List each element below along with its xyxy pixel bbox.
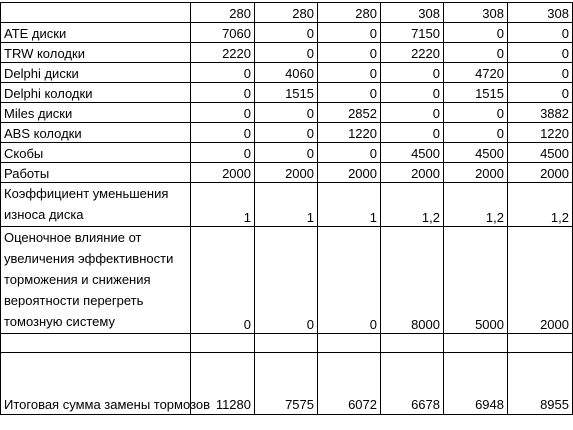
value-cell[interactable]: 0: [318, 83, 381, 103]
header-cell[interactable]: 308: [444, 3, 508, 23]
value-cell[interactable]: 0: [318, 43, 381, 63]
value-cell[interactable]: 0: [381, 63, 444, 83]
table-row: [1, 63, 573, 83]
value-cell[interactable]: 4060: [255, 63, 318, 83]
impact-cell[interactable]: 2000: [508, 227, 573, 334]
total-cell[interactable]: 11280: [191, 353, 255, 415]
impact-cell[interactable]: 0: [191, 227, 255, 334]
table-row: [1, 83, 573, 103]
value-cell[interactable]: 1220: [318, 123, 381, 143]
header-label-cell[interactable]: [1, 3, 191, 23]
value-cell[interactable]: 0: [191, 63, 255, 83]
value-cell[interactable]: 0: [255, 23, 318, 43]
table-row: [1, 43, 573, 63]
value-cell[interactable]: 0: [255, 143, 318, 163]
value-cell[interactable]: 2000: [381, 163, 444, 183]
value-cell[interactable]: 2000: [444, 163, 508, 183]
impact-cell[interactable]: 0: [255, 227, 318, 334]
row-label-cell[interactable]: Delphi колодки: [1, 83, 191, 103]
row-label-cell[interactable]: ATE диски: [1, 23, 191, 43]
total-label-text: Итоговая сумма замены тормозов: [4, 397, 211, 412]
coefficient-cell[interactable]: 1: [191, 183, 255, 227]
header-row: [1, 3, 573, 23]
value-cell[interactable]: 2220: [191, 43, 255, 63]
value-cell[interactable]: 0: [444, 123, 508, 143]
value-cell[interactable]: 2000: [318, 163, 381, 183]
empty-cell[interactable]: [318, 334, 381, 353]
value-cell[interactable]: 0: [191, 123, 255, 143]
empty-cell[interactable]: [381, 334, 444, 353]
value-cell[interactable]: 0: [318, 143, 381, 163]
value-cell[interactable]: 4500: [444, 143, 508, 163]
coefficient-cell[interactable]: 1: [318, 183, 381, 227]
empty-cell[interactable]: [191, 334, 255, 353]
empty-cell[interactable]: [444, 334, 508, 353]
value-cell[interactable]: 1515: [444, 83, 508, 103]
header-cell[interactable]: 280: [318, 3, 381, 23]
value-cell[interactable]: 4500: [381, 143, 444, 163]
coefficient-cell[interactable]: 1: [255, 183, 318, 227]
value-cell[interactable]: 0: [508, 83, 573, 103]
value-cell[interactable]: 2000: [255, 163, 318, 183]
value-cell[interactable]: 0: [508, 23, 573, 43]
value-cell[interactable]: 7150: [381, 23, 444, 43]
row-label-cell[interactable]: Работы: [1, 163, 191, 183]
total-row: [1, 353, 573, 415]
coefficient-cell[interactable]: 1,2: [508, 183, 573, 227]
total-cell[interactable]: 8955: [508, 353, 573, 415]
table-row: [1, 143, 573, 163]
table-row: [1, 163, 573, 183]
value-cell[interactable]: 0: [508, 43, 573, 63]
total-cell[interactable]: 6948: [444, 353, 508, 415]
value-cell[interactable]: 0: [381, 83, 444, 103]
total-label-cell[interactable]: [1, 353, 211, 415]
value-cell[interactable]: 4500: [508, 143, 573, 163]
empty-cell[interactable]: [1, 334, 191, 353]
header-cell[interactable]: 280: [191, 3, 255, 23]
table-row: [1, 123, 573, 143]
total-cell[interactable]: 6072: [318, 353, 381, 415]
impact-label-cell[interactable]: Оценочное влияние от увеличения эффективности торможения и снижения вероятности перегреть томозную систему: [1, 227, 191, 334]
spreadsheet-table: [0, 2, 573, 415]
value-cell[interactable]: 0: [191, 143, 255, 163]
blank-row: [1, 334, 573, 353]
value-cell[interactable]: 4720: [444, 63, 508, 83]
row-label-cell[interactable]: TRW колодки: [1, 43, 191, 63]
table-row: [1, 103, 573, 123]
value-cell[interactable]: 0: [255, 123, 318, 143]
coefficient-cell[interactable]: 1,2: [381, 183, 444, 227]
impact-cell[interactable]: 8000: [381, 227, 444, 334]
value-cell[interactable]: 7060: [191, 23, 255, 43]
impact-cell[interactable]: 5000: [444, 227, 508, 334]
value-cell[interactable]: 1515: [255, 83, 318, 103]
table-row: [1, 23, 573, 43]
total-cell[interactable]: 6678: [381, 353, 444, 415]
row-label-cell[interactable]: Delphi диски: [1, 63, 191, 83]
value-cell[interactable]: 0: [255, 43, 318, 63]
coefficient-cell[interactable]: 1,2: [444, 183, 508, 227]
value-cell[interactable]: 2000: [508, 163, 573, 183]
value-cell[interactable]: 0: [318, 23, 381, 43]
header-cell[interactable]: 308: [381, 3, 444, 23]
value-cell[interactable]: 0: [444, 43, 508, 63]
value-cell[interactable]: 0: [381, 123, 444, 143]
value-cell[interactable]: 0: [381, 103, 444, 123]
row-label-cell[interactable]: Miles диски: [1, 103, 191, 123]
header-cell[interactable]: 308: [508, 3, 573, 23]
value-cell[interactable]: 0: [255, 103, 318, 123]
value-cell[interactable]: 0: [191, 103, 255, 123]
total-cell[interactable]: 7575: [255, 353, 318, 415]
impact-cell[interactable]: 0: [318, 227, 381, 334]
value-cell[interactable]: 0: [508, 63, 573, 83]
coefficient-label-cell[interactable]: Коэффициент уменьшения износа диска: [1, 183, 191, 227]
value-cell[interactable]: 2852: [318, 103, 381, 123]
empty-cell[interactable]: [508, 334, 573, 353]
coefficient-row: [1, 183, 573, 227]
value-cell[interactable]: 1220: [508, 123, 573, 143]
impact-row: [1, 227, 573, 334]
row-label-cell[interactable]: ABS колодки: [1, 123, 191, 143]
value-cell[interactable]: 0: [318, 63, 381, 83]
header-cell[interactable]: 280: [255, 3, 318, 23]
value-cell[interactable]: 2000: [191, 163, 255, 183]
value-cell[interactable]: 0: [191, 83, 255, 103]
row-label-cell[interactable]: Скобы: [1, 143, 191, 163]
value-cell[interactable]: 0: [444, 23, 508, 43]
value-cell[interactable]: 3882: [508, 103, 573, 123]
empty-cell[interactable]: [255, 334, 318, 353]
value-cell[interactable]: 0: [444, 103, 508, 123]
value-cell[interactable]: 2220: [381, 43, 444, 63]
